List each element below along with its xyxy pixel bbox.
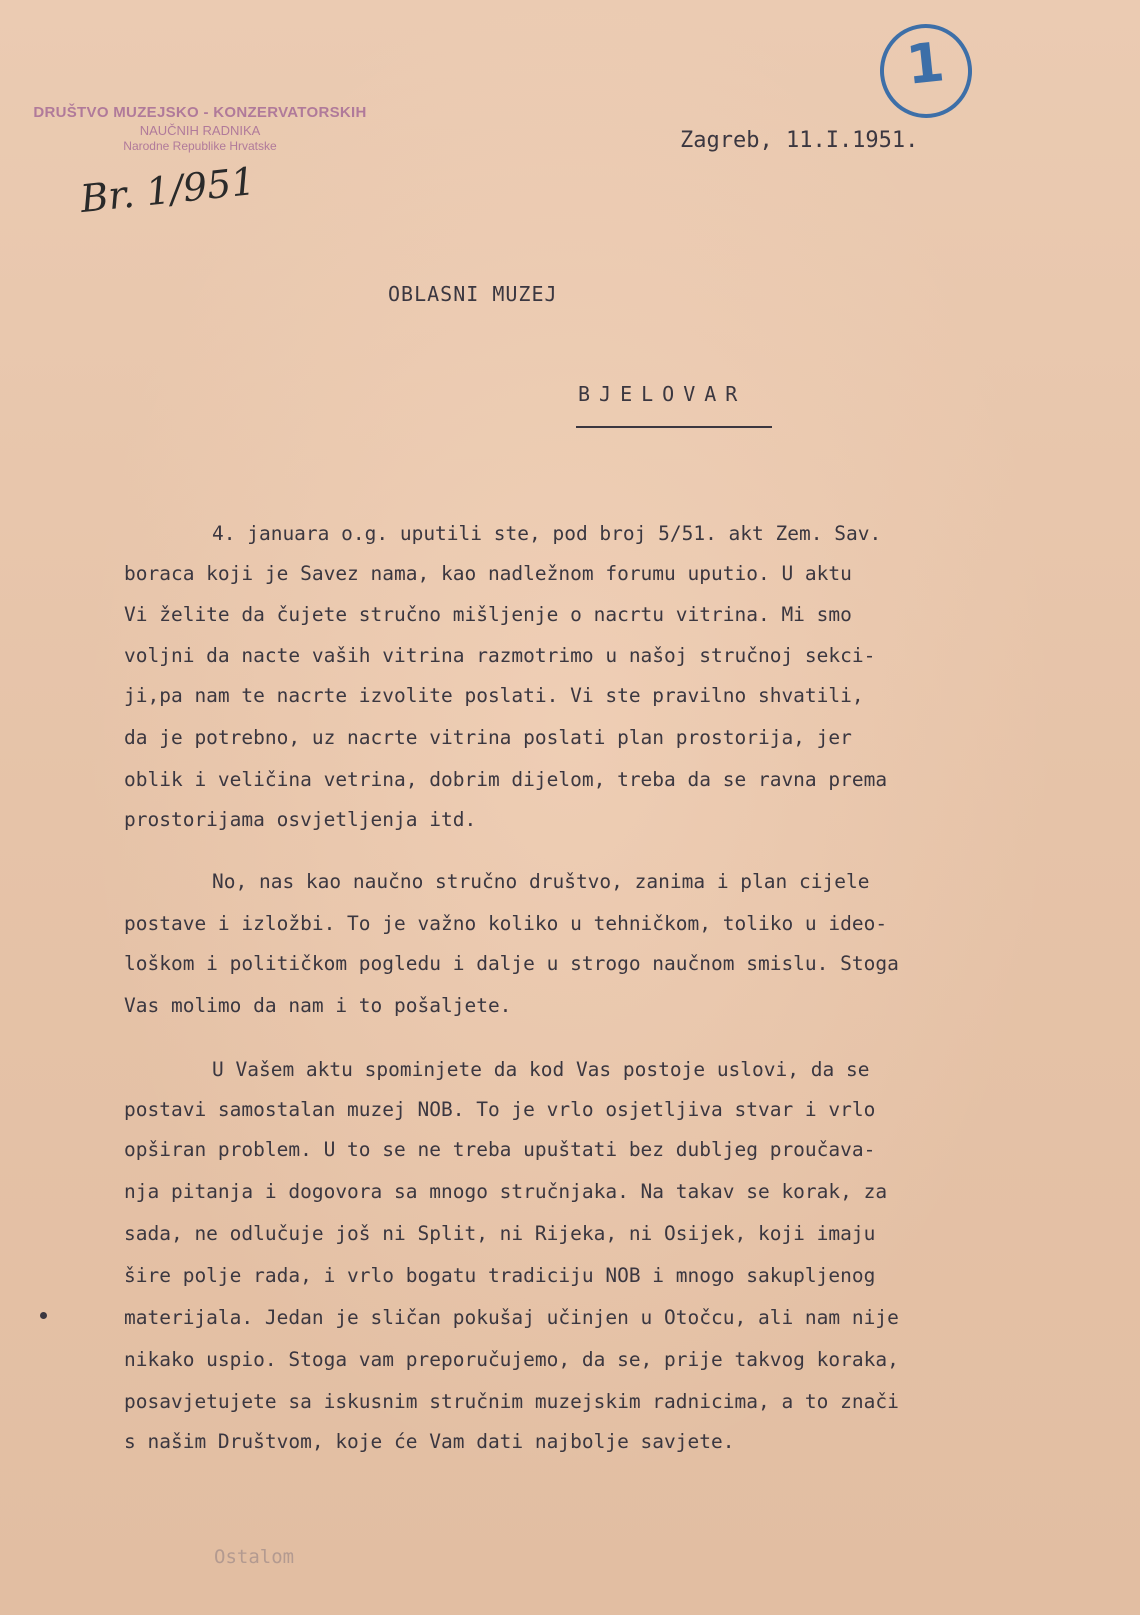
body-line: oblik i veličina vetrina, dobrim dijelom, treba da se ravna prema (124, 768, 888, 791)
body-line: da je potrebno, uz nacrte vitrina poslati plan prostorija, jer (124, 726, 852, 749)
body-line: prostorijama osvjetljenja itd. (124, 808, 477, 831)
continuation-word: Ostalom (214, 1546, 295, 1568)
stamp-line-1: DRUŠTVO MUZEJSKO - KONZERVATORSKIH (33, 104, 367, 121)
page-mark-number: 1 (903, 30, 948, 97)
stamp-line-2: NAUČNIH RADNIKA (139, 123, 261, 138)
body-line: 4. januara o.g. uputili ste, pod broj 5/51. akt Zem. Sav. (212, 522, 882, 545)
margin-dot (40, 1312, 47, 1319)
body-line: nja pitanja i dogovora sa mnogo stručnjaka. Na takav se korak, za (124, 1180, 888, 1203)
body-line: posavjetujete sa iskusnim stručnim muzejskim radnicima, a to znači (124, 1390, 899, 1413)
stamp-line-3: Narodne Republike Hrvatske (123, 139, 277, 153)
body-line: sada, ne odlučuje još ni Split, ni Rijeka, ni Osijek, koji imaju (124, 1222, 876, 1245)
handwritten-reference: Br. 1/951 (78, 158, 258, 222)
body-line: postavi samostalan muzej NOB. To je vrlo osjetljiva stvar i vrlo (124, 1098, 876, 1121)
recipient-name: OBLASNI MUZEJ (388, 282, 558, 306)
body-line: ji,pa nam te nacrte izvolite poslati. Vi ste pravilno shvatili, (124, 684, 864, 707)
body-line: šire polje rada, i vrlo bogatu tradiciju NOB i mnogo sakupljenog (124, 1264, 876, 1287)
body-line: U Vašem aktu spominjete da kod Vas postoje uslovi, da se (212, 1058, 870, 1081)
recipient-city: BJELOVAR (578, 382, 747, 406)
circled-page-mark (875, 19, 976, 122)
letter-date: Zagreb, 11.I.1951. (680, 128, 919, 153)
body-line: Vas molimo da nam i to pošaljete. (124, 994, 512, 1017)
body-line: No, nas kao naučno stručno društvo, zanima i plan cijele (212, 870, 870, 893)
organization-stamp (30, 104, 370, 153)
body-line: opširan problem. U to se ne treba upuštati bez dubljeg proučava- (124, 1138, 876, 1161)
body-line: loškom i političkom pogledu i dalje u strogo naučnom smislu. Stoga (124, 952, 899, 975)
body-line: s našim Društvom, koje će Vam dati najbolje savjete. (124, 1430, 735, 1453)
body-line: postave i izložbi. To je važno koliko u tehničkom, toliko u ideo- (124, 912, 888, 935)
body-line: voljni da nacte vaših vitrina razmotrimo u našoj stručnoj sekci- (124, 644, 876, 667)
city-underline (576, 426, 772, 428)
body-line: nikako uspio. Stoga vam preporučujemo, da se, prije takvog koraka, (124, 1348, 899, 1371)
body-line: boraca koji je Savez nama, kao nadležnom forumu uputio. U aktu (124, 562, 852, 585)
body-line: Vi želite da čujete stručno mišljenje o nacrtu vitrina. Mi smo (124, 603, 852, 626)
body-line: materijala. Jedan je sličan pokušaj učinjen u Otočcu, ali nam nije (124, 1306, 899, 1329)
